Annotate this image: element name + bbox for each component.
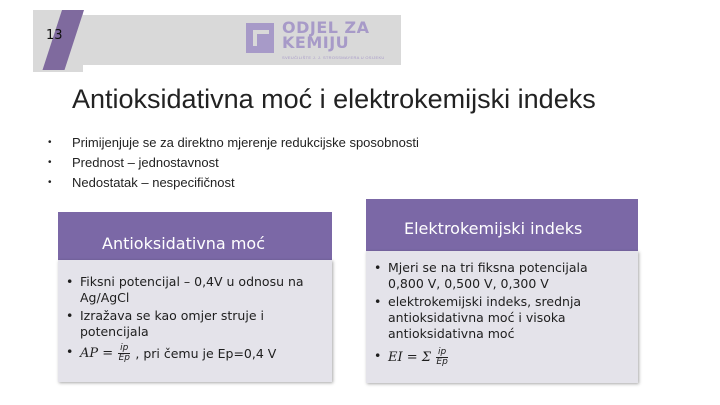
- left-panel-heading: [58, 212, 332, 260]
- list-item: • Izražava se kao omjer struje i potencijala: [62, 308, 320, 340]
- right-panel-heading-text: Elektrokemijski indeks: [404, 219, 583, 238]
- bullet-item: • Primijenjuje se za direktno mjerenje redukcijske sposobnosti: [48, 133, 419, 153]
- ap-formula: [80, 344, 320, 363]
- left-panel-body: [58, 260, 332, 382]
- formula-denominator: Ep: [118, 353, 130, 363]
- formula-lhs: • AP =: [80, 345, 114, 361]
- formula-tail: , pri čemu je Ep=0,4 V: [135, 345, 277, 361]
- logo-line-2: KEMIJU: [282, 33, 350, 52]
- bullet-list: [48, 133, 419, 193]
- department-logo-icon: [245, 22, 275, 54]
- formula-item: [370, 348, 626, 367]
- formula-numerator: ip: [120, 343, 129, 353]
- slide-title: Antioksidativna moć i elektrokemijski indeks: [72, 84, 596, 114]
- left-panel-heading-text: Antioksidativna moć: [102, 234, 265, 253]
- logo-subtitle: SVEUČILIŠTE J. J. STROSSMAYERA U OSIJEKU: [282, 55, 385, 60]
- logo-line-1: ODJEL ZA: [282, 18, 370, 37]
- formula-item: [62, 344, 320, 363]
- formula-denominator: Ep: [436, 357, 448, 367]
- right-panel-heading: [366, 199, 638, 251]
- formula-lhs: • EI = Σ: [388, 349, 431, 365]
- formula-fraction: [118, 344, 130, 363]
- department-logo-text: [282, 20, 370, 50]
- ei-formula: [388, 348, 626, 367]
- list-item: • Fiksni potencijal – 0,4V u odnosu na Ag/AgCl: [62, 274, 320, 306]
- list-item: • Mjeri se na tri fiksna potencijala 0,800 V, 0,500 V, 0,300 V: [370, 260, 626, 292]
- list-item: • elektrokemijski indeks, srednja antioksidativna moć i visoka antioksidativna moć: [370, 294, 626, 342]
- slide-number: 13: [46, 28, 63, 43]
- right-panel-body: [366, 251, 638, 383]
- bullet-item: • Prednost – jednostavnost: [48, 153, 419, 173]
- bullet-item: • Nedostatak – nespecifičnost: [48, 173, 419, 193]
- formula-numerator: ip: [437, 347, 447, 357]
- formula-fraction: [436, 348, 448, 367]
